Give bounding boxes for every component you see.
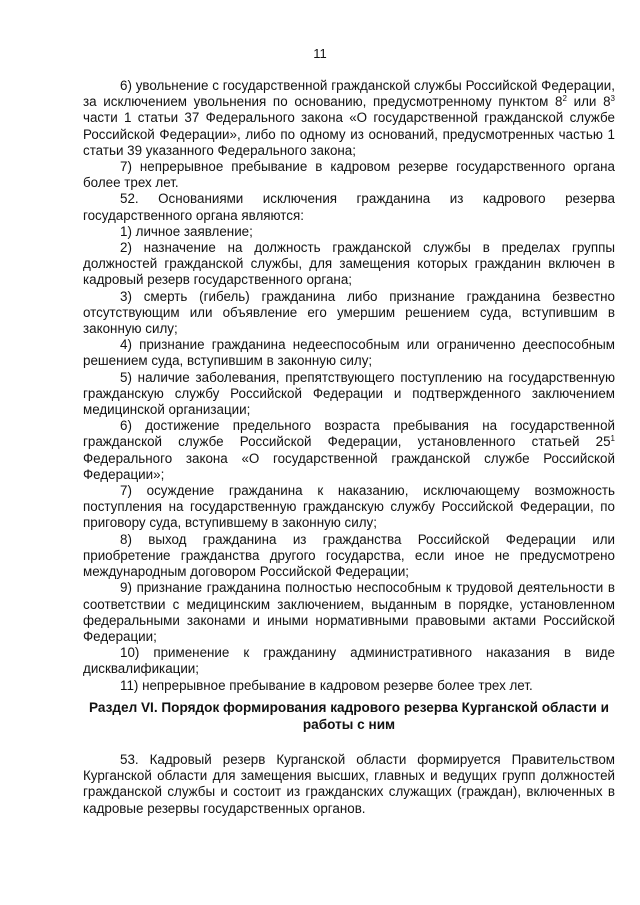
list-item: 4) признание гражданина недееспособным или ограниченно дееспособным решением суда, вступившим в законную силу; [83,337,615,369]
list-item: 7) осуждение гражданина к наказанию, исключающему возможность поступления на государственную гражданскую службу Российской Федерации, по приговору суда, вступившему в законную силу; [83,483,615,531]
paragraph-52-intro: 52. Основаниями исключения гражданина из кадрового резерва государственного органа являются: [83,191,615,223]
list-item: 1) личное заявление; [120,223,253,239]
list-item: 3) смерть (гибель) гражданина либо признание гражданина безвестно отсутствующим или объявление его умершим решением суда, вступившим в законную силу; [83,288,615,337]
list-item: 2) назначение на должность гражданской службы в пределах группы должностей гражданской службы, для замещения которых гражданин включен в кадровый резерв государственного органа; [83,240,615,288]
list-item: 11) непрерывное пребывание в кадровом резерве более трех лет. [120,677,533,693]
article-53-block [83,752,615,817]
paragraph-item-6-dismissal: 6) увольнение с государственной гражданской службы Российской Федерации, за исключением увольнения по основанию, предусмотренному пунктом $8^2$ или $8^3$ части 1 статьи 37 Федерального закона «О государственной гражданской службе Российской Федерации», либо по одному из оснований, предусмотренных частью 1 статьи 39 указанного Федерального закона; [83,78,615,158]
section-heading: Раздел VI. Порядок формирования кадрового резерва Курганской области и работы с ним [89,700,609,732]
list-item: 10) применение к гражданину административного наказания в виде дисквалификации; [83,645,615,677]
page-number: 11 [313,46,327,61]
list-item: 8) выход гражданина из гражданства Российской Федерации или приобретение гражданства другого государства, если иное не предусмотрено международным договором Российской Федерации; [83,531,615,580]
list-item: 5) наличие заболевания, препятствующего поступлению на государственную гражданскую службу Российской Федерации и подтвержденного заключением медицинской организации; [83,369,615,418]
paragraph-53: 53. Кадровый резерв Курганской области формируется Правительством Курганской области для замещения высших, главных и ведущих групп должностей гражданской службы и состоит из гражданских служащих (граждан), включенных в кадровые резервы государственных органов. [83,752,615,816]
article-52-block [83,78,615,694]
list-item: 9) признание гражданина полностью неспособным к трудовой деятельности в соответствии с медицинским заключением, выданным в порядке, установленном федеральными законами и иными нормативными правовыми актами Российской Федерации; [83,580,615,644]
paragraph-item-7-residence: 7) непрерывное пребывание в кадровом резерве государственного органа более трех лет. [83,159,615,191]
list-item: 6) достижение предельного возраста пребывания на государственной гражданской службе Российской Федерации, установленного статьей $25^1$ Федерального закона «О государственной гражданской службе Российской Федерации»; [83,418,615,482]
